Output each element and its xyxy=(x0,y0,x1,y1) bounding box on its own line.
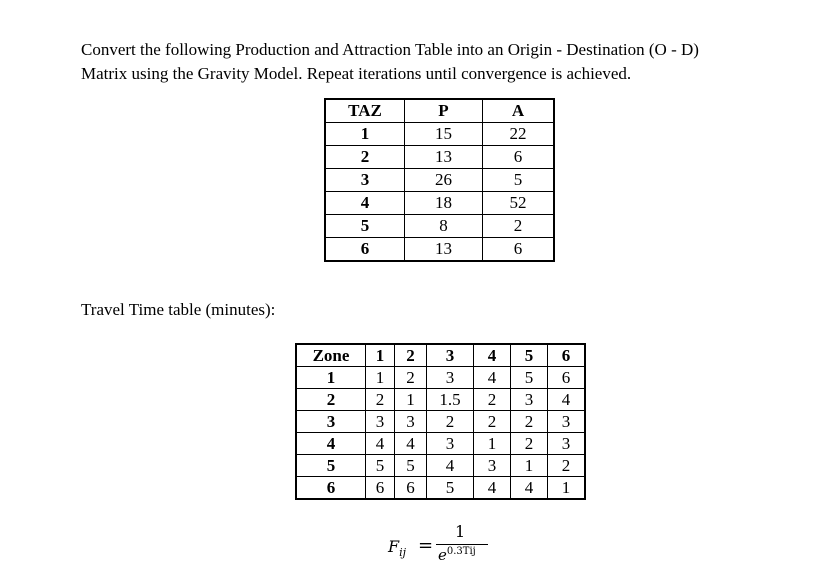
table-cell: 1 xyxy=(474,433,511,455)
column-header: 6 xyxy=(548,344,586,367)
row-header-cell: 1 xyxy=(296,367,366,389)
table-cell: 4 xyxy=(395,433,427,455)
table-row xyxy=(296,367,585,389)
column-header: 1 xyxy=(366,344,395,367)
table-cell: 3 xyxy=(548,433,586,455)
table-cell: 1 xyxy=(548,477,586,500)
table-row xyxy=(325,123,554,146)
problem-statement xyxy=(81,38,801,86)
row-header-cell: 4 xyxy=(296,433,366,455)
formula-numerator: 1 xyxy=(455,522,466,541)
formula-denominator xyxy=(438,546,476,564)
table-cell: 2 xyxy=(395,367,427,389)
table-cell: 3 xyxy=(427,367,474,389)
formula-equals: = xyxy=(418,535,434,556)
table-cell: 26 xyxy=(405,169,483,192)
row-header-cell: 2 xyxy=(296,389,366,411)
table-cell: 1 xyxy=(366,367,395,389)
table-row xyxy=(296,389,585,411)
fraction-bar xyxy=(436,544,488,545)
row-header-cell: 4 xyxy=(325,192,405,215)
table-row xyxy=(325,192,554,215)
formula-lhs-subscript: ij xyxy=(399,546,407,560)
table-cell: 5 xyxy=(483,169,555,192)
travel-time-label: Travel Time table (minutes): xyxy=(81,300,276,319)
table-cell: 1 xyxy=(395,389,427,411)
row-header-cell: 3 xyxy=(296,411,366,433)
table-cell: 4 xyxy=(366,433,395,455)
column-header: A xyxy=(483,99,555,123)
table-cell: 4 xyxy=(474,477,511,500)
row-header-cell: 3 xyxy=(325,169,405,192)
table-row xyxy=(325,238,554,262)
table-cell: 5 xyxy=(366,455,395,477)
table-cell: 18 xyxy=(405,192,483,215)
column-header: P xyxy=(405,99,483,123)
table-cell: 22 xyxy=(483,123,555,146)
table-cell: 6 xyxy=(366,477,395,500)
table-cell: 3 xyxy=(511,389,548,411)
table-cell: 2 xyxy=(474,411,511,433)
travel-time-table xyxy=(295,343,586,500)
table-cell: 4 xyxy=(548,389,586,411)
formula-lhs-symbol: F xyxy=(388,537,400,556)
table-row xyxy=(296,411,585,433)
formula-lhs xyxy=(388,537,406,559)
table-cell: 15 xyxy=(405,123,483,146)
table-row xyxy=(296,433,585,455)
formula-den-base: e xyxy=(438,546,447,564)
table-cell: 4 xyxy=(474,367,511,389)
row-header-cell: 6 xyxy=(296,477,366,500)
table-cell: 6 xyxy=(548,367,586,389)
formula-den-exponent: 0.3Tij xyxy=(446,546,476,557)
table-cell: 2 xyxy=(427,411,474,433)
table-cell: 3 xyxy=(366,411,395,433)
table-cell: 8 xyxy=(405,215,483,238)
column-header: Zone xyxy=(296,344,366,367)
table-cell: 52 xyxy=(483,192,555,215)
table-cell: 1.5 xyxy=(427,389,474,411)
table-cell: 2 xyxy=(483,215,555,238)
table-cell: 3 xyxy=(427,433,474,455)
table-cell: 1 xyxy=(511,455,548,477)
table-cell: 13 xyxy=(405,238,483,262)
column-header: 5 xyxy=(511,344,548,367)
row-header-cell: 6 xyxy=(325,238,405,262)
table-cell: 2 xyxy=(366,389,395,411)
table-row xyxy=(296,477,585,500)
column-header: 4 xyxy=(474,344,511,367)
table-cell: 5 xyxy=(511,367,548,389)
table-row xyxy=(296,455,585,477)
table-cell: 2 xyxy=(511,433,548,455)
table-cell: 2 xyxy=(511,411,548,433)
table-cell: 6 xyxy=(483,238,555,262)
table-cell: 5 xyxy=(395,455,427,477)
problem-line-1: Convert the following Production and Attraction Table into an Origin - Destination (O - D) xyxy=(81,40,699,59)
column-header: 2 xyxy=(395,344,427,367)
table-cell: 5 xyxy=(427,477,474,500)
table-cell: 6 xyxy=(395,477,427,500)
table-cell: 3 xyxy=(395,411,427,433)
table-cell: 2 xyxy=(548,455,586,477)
table-header-row xyxy=(296,344,585,367)
row-header-cell: 1 xyxy=(325,123,405,146)
table-header-row xyxy=(325,99,554,123)
row-header-cell: 5 xyxy=(296,455,366,477)
production-attraction-table xyxy=(324,98,555,262)
table-row xyxy=(325,215,554,238)
table-row xyxy=(325,169,554,192)
row-header-cell: 2 xyxy=(325,146,405,169)
problem-line-2: Matrix using the Gravity Model. Repeat iterations until convergence is achieved. xyxy=(81,64,632,83)
table-row xyxy=(325,146,554,169)
column-header: TAZ xyxy=(325,99,405,123)
table-cell: 3 xyxy=(548,411,586,433)
table-cell: 4 xyxy=(427,455,474,477)
column-header: 3 xyxy=(427,344,474,367)
table-cell: 2 xyxy=(474,389,511,411)
table-cell: 6 xyxy=(483,146,555,169)
row-header-cell: 5 xyxy=(325,215,405,238)
table-cell: 13 xyxy=(405,146,483,169)
table-cell: 4 xyxy=(511,477,548,500)
table-cell: 3 xyxy=(474,455,511,477)
